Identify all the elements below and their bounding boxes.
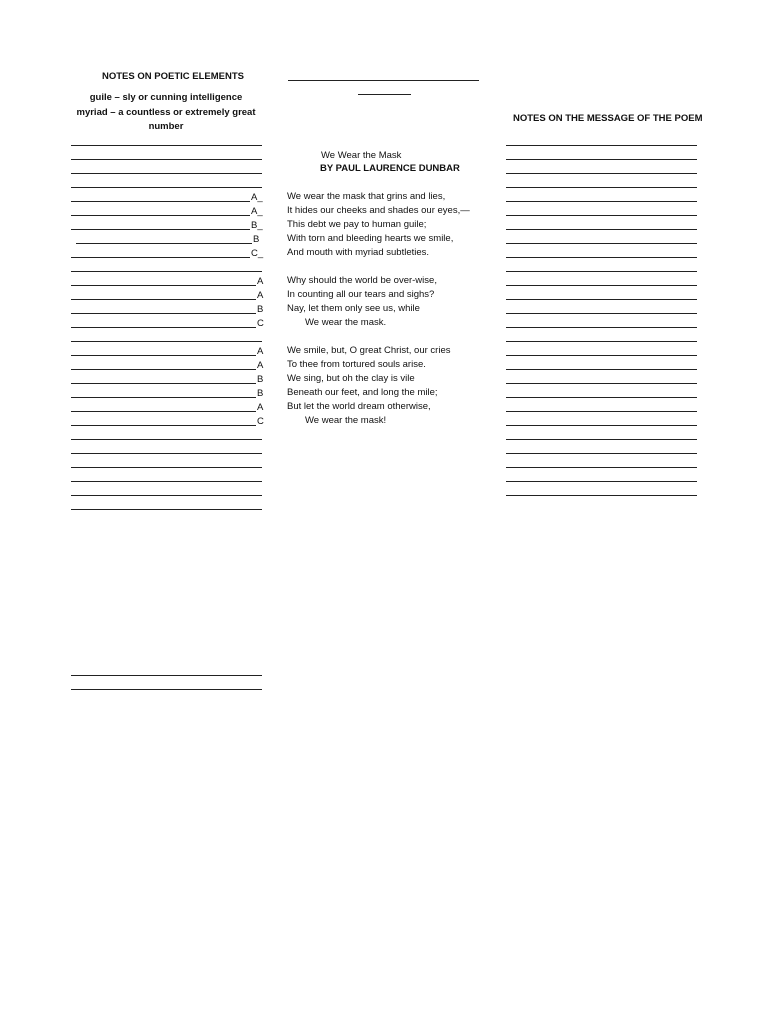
message-note-line[interactable] xyxy=(506,383,697,384)
message-note-line[interactable] xyxy=(506,425,697,426)
poem-line: Nay, let them only see us, while xyxy=(287,303,420,314)
poem-author: BY PAUL LAURENCE DUNBAR xyxy=(320,163,460,174)
poem-refrain: We wear the mask! xyxy=(305,415,387,426)
message-note-line[interactable] xyxy=(506,229,697,230)
answer-line[interactable] xyxy=(71,145,262,146)
answer-line[interactable] xyxy=(71,215,250,216)
poem-line: In counting all our tears and sighs? xyxy=(287,289,435,300)
message-note-line[interactable] xyxy=(506,355,697,356)
poem-line: We sing, but oh the clay is vile xyxy=(287,373,415,384)
message-note-line[interactable] xyxy=(506,467,697,468)
message-note-line[interactable] xyxy=(506,159,697,160)
answer-line[interactable] xyxy=(71,299,256,300)
message-note-line[interactable] xyxy=(506,327,697,328)
poem-line: Why should the world be over-wise, xyxy=(287,275,437,286)
poem-refrain: We wear the mask. xyxy=(305,317,387,328)
answer-line[interactable] xyxy=(71,425,256,426)
answer-line[interactable] xyxy=(71,675,262,676)
answer-line[interactable] xyxy=(71,159,262,160)
message-note-line[interactable] xyxy=(506,271,697,272)
message-note-line[interactable] xyxy=(506,201,697,202)
message-note-line[interactable] xyxy=(506,439,697,440)
answer-line[interactable] xyxy=(71,397,256,398)
name-blank-line xyxy=(288,80,479,81)
rhyme-scheme-label: A xyxy=(257,290,264,301)
message-note-line[interactable] xyxy=(506,285,697,286)
answer-line[interactable] xyxy=(71,509,262,510)
poem-line: It hides our cheeks and shades our eyes,— xyxy=(287,205,470,216)
poem-line: But let the world dream otherwise, xyxy=(287,401,431,412)
rhyme-scheme-label: A xyxy=(257,346,264,357)
message-note-line[interactable] xyxy=(506,369,697,370)
date-blank-line xyxy=(358,94,411,95)
message-note-line[interactable] xyxy=(506,173,697,174)
rhyme-scheme-label: A_ xyxy=(251,206,263,217)
message-note-line[interactable] xyxy=(506,481,697,482)
answer-line[interactable] xyxy=(71,411,256,412)
answer-line[interactable] xyxy=(71,453,262,454)
answer-line[interactable] xyxy=(71,495,262,496)
rhyme-scheme-label: C_ xyxy=(251,248,264,259)
answer-line[interactable] xyxy=(71,369,256,370)
poem-line: To thee from tortured souls arise. xyxy=(287,359,426,370)
answer-line[interactable] xyxy=(71,355,256,356)
poem-line: Beneath our feet, and long the mile; xyxy=(287,387,438,398)
answer-line[interactable] xyxy=(71,257,250,258)
answer-line[interactable] xyxy=(71,481,262,482)
message-notes-heading: NOTES ON THE MESSAGE OF THE POEM xyxy=(513,113,703,124)
answer-line[interactable] xyxy=(71,341,262,342)
rhyme-scheme-label: B_ xyxy=(251,220,263,231)
poem-title: We Wear the Mask xyxy=(321,150,402,161)
answer-line[interactable] xyxy=(71,229,250,230)
poem-stanza-3 xyxy=(287,344,451,428)
poem-line: We wear the mask that grins and lies, xyxy=(287,191,446,202)
vocabulary-notes xyxy=(60,91,272,135)
message-note-line[interactable] xyxy=(506,495,697,496)
answer-line[interactable] xyxy=(71,327,256,328)
message-note-line[interactable] xyxy=(506,145,697,146)
message-note-line[interactable] xyxy=(506,313,697,314)
poetic-elements-heading: NOTES ON POETIC ELEMENTS xyxy=(102,71,244,82)
poem-line: And mouth with myriad subtleties. xyxy=(287,247,430,258)
vocab-guile: guile – sly or cunning intelligence xyxy=(89,92,243,103)
message-note-line[interactable] xyxy=(506,397,697,398)
answer-line[interactable] xyxy=(76,243,252,244)
poem-line: We smile, but, O great Christ, our cries xyxy=(287,345,451,356)
poem-stanza-2 xyxy=(287,274,437,330)
answer-line[interactable] xyxy=(71,187,262,188)
answer-line[interactable] xyxy=(71,201,250,202)
rhyme-scheme-label: A xyxy=(257,276,264,287)
message-note-line[interactable] xyxy=(506,453,697,454)
answer-line[interactable] xyxy=(71,467,262,468)
answer-line[interactable] xyxy=(71,271,262,272)
answer-line[interactable] xyxy=(71,439,262,440)
rhyme-scheme-label: A xyxy=(257,402,264,413)
rhyme-scheme-label: A xyxy=(257,360,264,371)
rhyme-scheme-label: B xyxy=(257,374,264,385)
message-note-line[interactable] xyxy=(506,215,697,216)
answer-line[interactable] xyxy=(71,383,256,384)
message-note-line[interactable] xyxy=(506,187,697,188)
rhyme-scheme-label: B xyxy=(257,388,264,399)
rhyme-scheme-label: C xyxy=(257,318,264,329)
poem-line: With torn and bleeding hearts we smile, xyxy=(287,233,454,244)
message-note-line[interactable] xyxy=(506,299,697,300)
answer-line[interactable] xyxy=(71,285,256,286)
message-note-line[interactable] xyxy=(506,341,697,342)
answer-line[interactable] xyxy=(71,689,262,690)
poem-line: This debt we pay to human guile; xyxy=(287,219,427,230)
message-note-line[interactable] xyxy=(506,411,697,412)
rhyme-scheme-label: C xyxy=(257,416,264,427)
answer-line[interactable] xyxy=(71,173,262,174)
answer-line[interactable] xyxy=(71,313,256,314)
message-note-line[interactable] xyxy=(506,257,697,258)
vocab-myriad: myriad – a countless or extremely great number xyxy=(76,106,256,132)
rhyme-scheme-label: B xyxy=(257,304,264,315)
poem-stanza-1 xyxy=(287,190,470,260)
rhyme-scheme-label: A_ xyxy=(251,192,263,203)
rhyme-scheme-label: B xyxy=(253,234,260,245)
message-note-line[interactable] xyxy=(506,243,697,244)
